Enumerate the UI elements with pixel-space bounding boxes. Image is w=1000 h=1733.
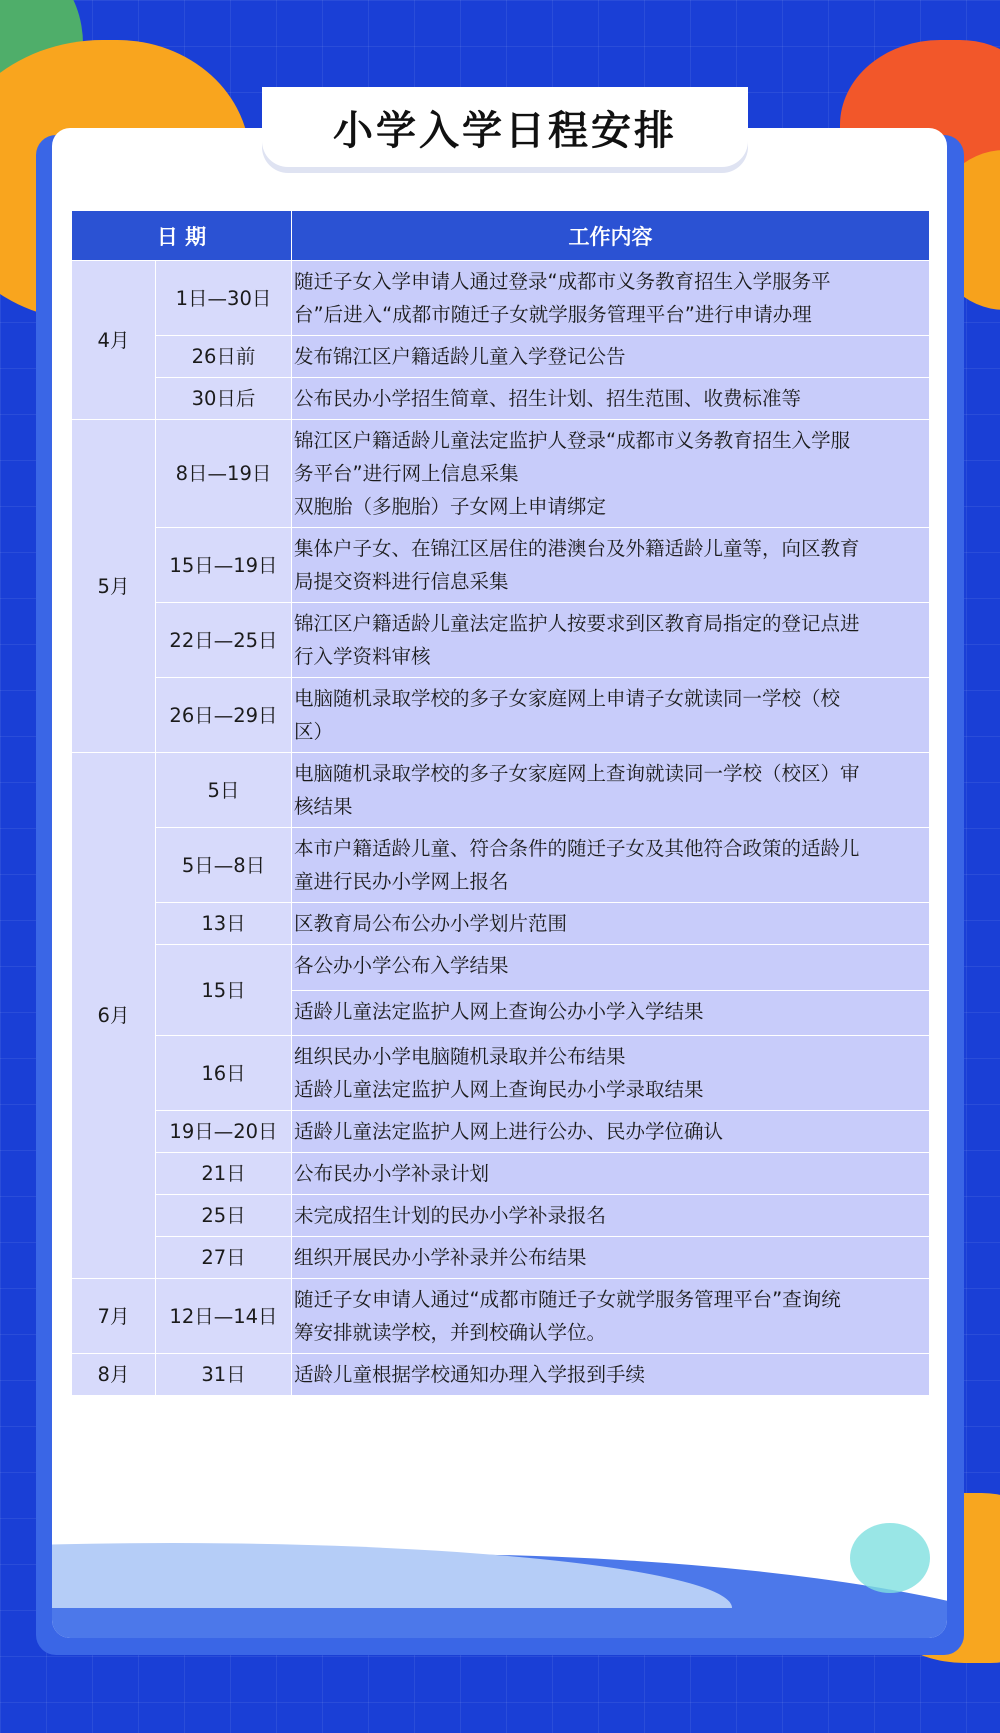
day-cell: 12日—14日 [156, 1279, 292, 1354]
day-cell: 19日—20日 [156, 1111, 292, 1153]
day-cell: 22日—25日 [156, 603, 292, 678]
day-cell: 5日—8日 [156, 828, 292, 903]
header-content: 工作内容 [292, 211, 930, 261]
table-row [72, 1354, 930, 1396]
page-title: 小学入学日程安排 [333, 107, 677, 154]
day-cell: 8日—19日 [156, 420, 292, 528]
content-subrow: 各公办小学公布入学结果 [294, 954, 509, 977]
day-cell: 26日前 [156, 336, 292, 378]
day-cell: 30日后 [156, 378, 292, 420]
teal-dot-decoration [850, 1523, 930, 1593]
table-row [72, 528, 930, 603]
month-cell: 6月 [72, 753, 156, 1279]
content-cell: 锦江区户籍适龄儿童法定监护人按要求到区教育局指定的登记点进 行入学资料审核 [292, 603, 930, 678]
schedule-table [71, 210, 930, 1396]
table-row [72, 678, 930, 753]
table-row [72, 261, 930, 336]
wave-decoration-light [52, 1478, 732, 1608]
day-cell: 21日 [156, 1153, 292, 1195]
day-cell: 15日 [156, 945, 292, 1036]
day-cell: 31日 [156, 1354, 292, 1396]
day-cell: 13日 [156, 903, 292, 945]
content-subrow: 适龄儿童法定监护人网上查询公办小学入学结果 [292, 990, 929, 1035]
content-cell: 电脑随机录取学校的多子女家庭网上申请子女就读同一学校（校 区） [292, 678, 930, 753]
content-cell: 发布锦江区户籍适龄儿童入学登记公告 [292, 336, 930, 378]
month-cell: 8月 [72, 1354, 156, 1396]
header-date: 日 期 [72, 211, 292, 261]
table-row [72, 1036, 930, 1111]
day-cell: 15日—19日 [156, 528, 292, 603]
day-cell: 27日 [156, 1237, 292, 1279]
content-cell: 未完成招生计划的民办小学补录报名 [292, 1195, 930, 1237]
table-row [72, 603, 930, 678]
content-cell: 区教育局公布公办小学划片范围 [292, 903, 930, 945]
table-row [72, 945, 930, 1036]
month-cell: 4月 [72, 261, 156, 420]
table-row [72, 378, 930, 420]
table-row [72, 1195, 930, 1237]
content-cell: 随迁子女入学申请人通过登录“成都市义务教育招生入学服务平 台”后进入“成都市随迁子女就学服务管理平台”进行申请办理 [292, 261, 930, 336]
content-cell: 锦江区户籍适龄儿童法定监护人登录“成都市义务教育招生入学服 务平台”进行网上信息采集 双胞胎（多胞胎）子女网上申请绑定 [292, 420, 930, 528]
table-row [72, 753, 930, 828]
table-row [72, 828, 930, 903]
content-cell: 电脑随机录取学校的多子女家庭网上查询就读同一学校（校区）审 核结果 [292, 753, 930, 828]
day-cell: 5日 [156, 753, 292, 828]
content-cell: 组织民办小学电脑随机录取并公布结果 适龄儿童法定监护人网上查询民办小学录取结果 [292, 1036, 930, 1111]
day-cell: 1日—30日 [156, 261, 292, 336]
table-row [72, 1153, 930, 1195]
content-cell: 集体户子女、在锦江区居住的港澳台及外籍适龄儿童等，向区教育 局提交资料进行信息采集 [292, 528, 930, 603]
day-cell: 25日 [156, 1195, 292, 1237]
table-header-row [72, 211, 930, 261]
content-cell: 随迁子女申请人通过“成都市随迁子女就学服务管理平台”查询统 筹安排就读学校，并到校确认学位。 [292, 1279, 930, 1354]
month-cell: 7月 [72, 1279, 156, 1354]
day-cell: 26日—29日 [156, 678, 292, 753]
content-cell [292, 945, 930, 1036]
content-cell: 组织开展民办小学补录并公布结果 [292, 1237, 930, 1279]
content-cell: 公布民办小学招生简章、招生计划、招生范围、收费标准等 [292, 378, 930, 420]
table-row [72, 1111, 930, 1153]
day-cell: 16日 [156, 1036, 292, 1111]
content-cell: 本市户籍适龄儿童、符合条件的随迁子女及其他符合政策的适龄儿 童进行民办小学网上报名 [292, 828, 930, 903]
title-banner [262, 87, 748, 167]
content-cell: 适龄儿童法定监护人网上进行公办、民办学位确认 [292, 1111, 930, 1153]
table-row [72, 903, 930, 945]
content-cell: 适龄儿童根据学校通知办理入学报到手续 [292, 1354, 930, 1396]
table-row [72, 1237, 930, 1279]
table-row [72, 1279, 930, 1354]
month-cell: 5月 [72, 420, 156, 753]
table-row [72, 336, 930, 378]
table-row [72, 420, 930, 528]
content-cell: 公布民办小学补录计划 [292, 1153, 930, 1195]
